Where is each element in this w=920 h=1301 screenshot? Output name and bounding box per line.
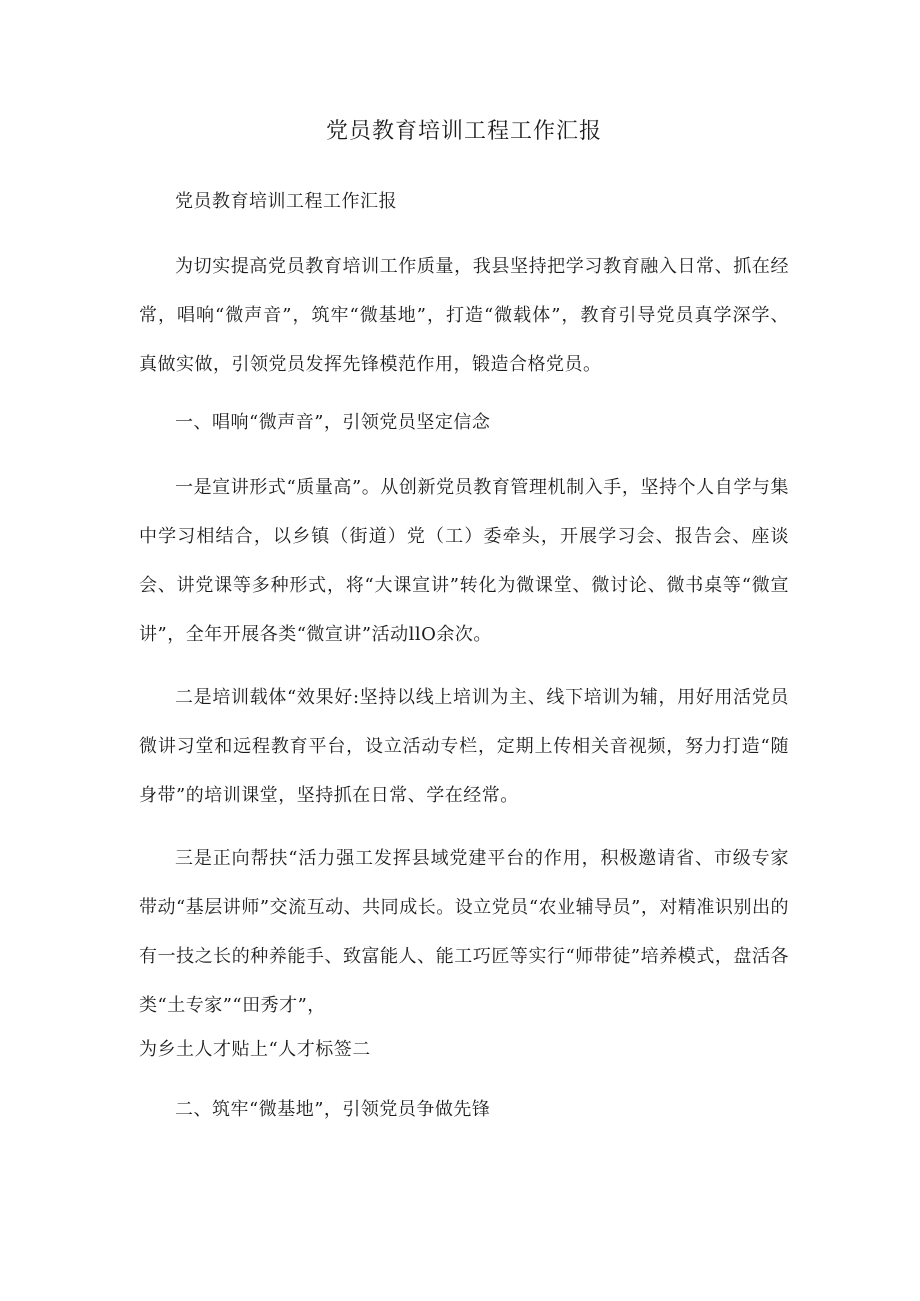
document-body: [139, 112, 789, 1150]
section-heading-2: 二、筑牢“微基地”，引领党员争做先锋: [175, 1099, 491, 1120]
paragraph-point-1: 一是宣讲形式“质量高”。从创新党员教育管理机制入手，坚持个人自学与集中学习相结合，以乡镇（街道）党（工）委牵头，开展学习会、报告会、座谈会、讲党课等多种形式，将“大课宣讲”转化为微课堂、微讨论、微书桌等“微宣讲”，全年开展各类“微宣讲”活动llO余次。: [139, 477, 789, 645]
section-heading-1: 一、唱响“微声音”，引领党员坚定信念: [175, 412, 491, 433]
paragraph-point-2: 二是培训载体“效果好:坚持以线上培训为主、线下培训为辅，用好用活党员微讲习堂和远程教育平台，设立活动专栏，定期上传相关音视频，努力打造“随身带”的培训课堂，坚持抓在日常、学在经常。: [139, 687, 789, 806]
paragraph-point-3: 三是正向帮扶“活力强工发挥县域党建平台的作用，积极邀请省、市级专家带动“基层讲师”交流互动、共同成长。设立党员“农业辅导员”，对精准识别出的有一技之长的种养能手、致富能人、能工巧匠等实行“师带徒”培养模式，盘活各类“土专家”“田秀才”，: [139, 848, 789, 1016]
paragraph-point-3-continuation: 为乡土人才贴上“人才标签二: [139, 1039, 371, 1060]
document-subtitle: 党员教育培训工程工作汇报: [175, 191, 397, 212]
document-title: 党员教育培训工程工作汇报: [325, 119, 602, 144]
intro-paragraph: 为切实提高党员教育培训工作质量，我县坚持把学习教育融入日常、抓在经常，唱响“微声音”，筑牢“微基地”，打造“微载体”，教育引导党员真学深学、真做实做，引领党员发挥先锋模范作用，锻造合格党员。: [139, 256, 789, 375]
